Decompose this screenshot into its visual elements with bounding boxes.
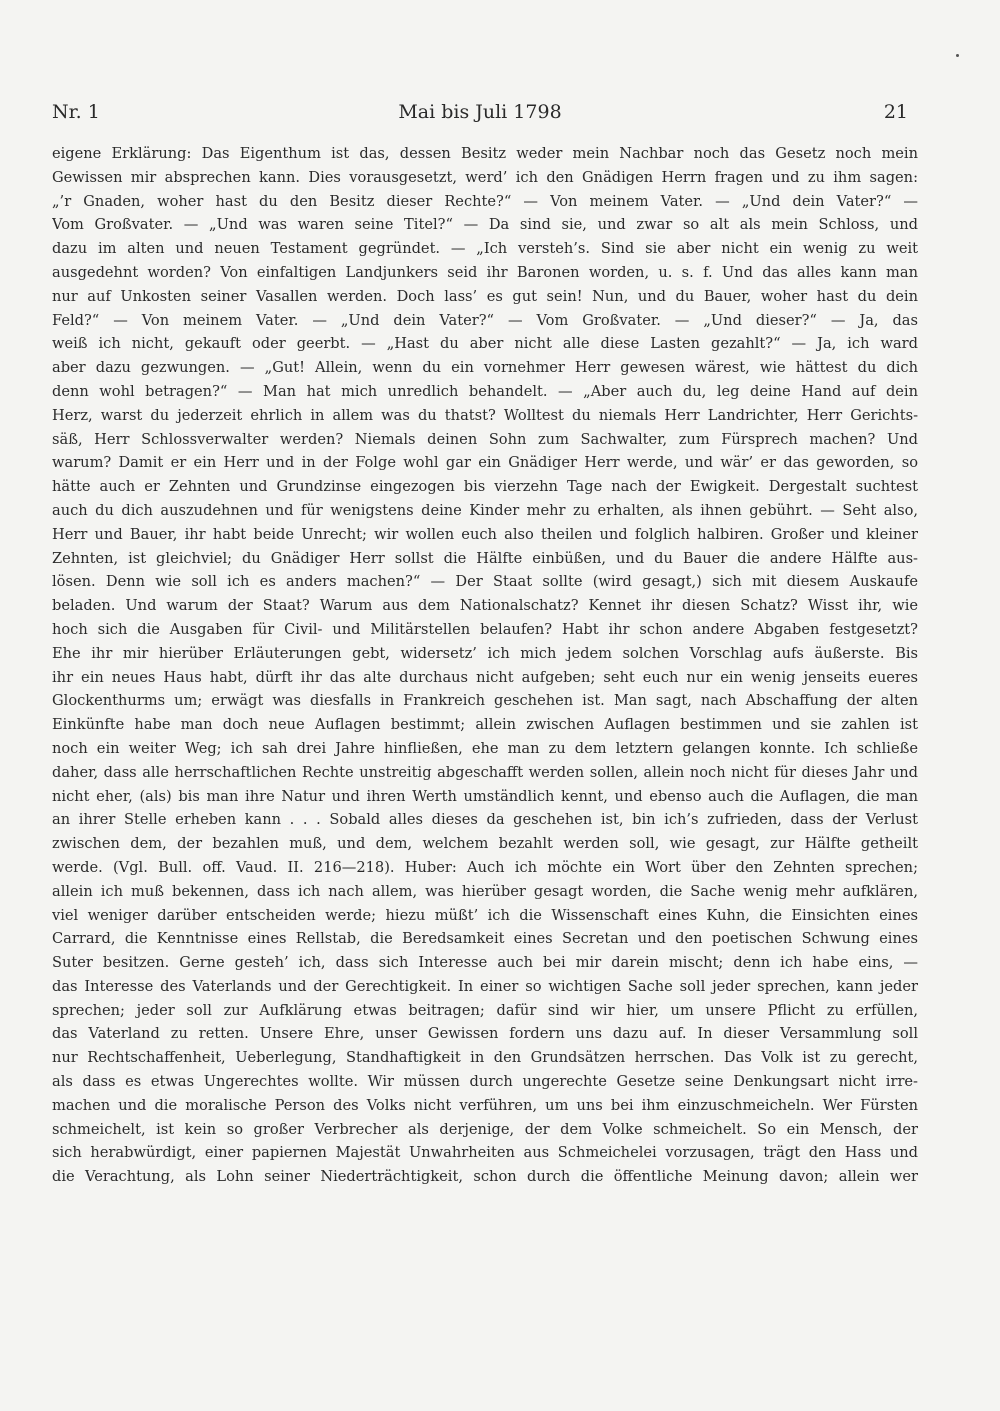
text-line: zwischen dem, der bezahlen muß, und dem, welchem bezahlt werden soll, wie gesagt, zur Hälfte getheilt bbox=[52, 835, 918, 853]
text-line: sprechen; jeder soll zur Aufklärung etwas beitragen; dafür sind wir hier, um unsere Pflicht zu erfüllen, bbox=[52, 1001, 918, 1019]
text-line: werde. (Vgl. Bull. off. Vaud. II. 216—218). Huber: Auch ich möchte ein Wort über den Zehnten sprechen; bbox=[52, 858, 918, 876]
text-line: denn wohl betragen?“ — Man hat mich unredlich behandelt. — „Aber auch du, leg deine Hand auf dein bbox=[52, 382, 918, 400]
page-number: 21 bbox=[883, 101, 908, 123]
text-line: ihr ein neues Haus habt, dürft ihr das alte durchaus nicht aufgeben; seht euch nur ein wenig jenseits eueres bbox=[52, 668, 918, 686]
text-line: „’r Gnaden, woher hast du den Besitz dieser Rechte?“ — Von meinem Vater. — „Und dein Vater?“ — bbox=[52, 192, 918, 210]
text-line: an ihrer Stelle erheben kann . . . Sobald alles dieses da geschehen ist, bin ich’s zufrieden, dass der Verlust bbox=[52, 811, 918, 829]
text-line: Gewissen mir absprechen kann. Dies vorausgesetzt, werd’ ich den Gnädigen Herrn fragen und zu ihm sagen: bbox=[52, 168, 918, 186]
text-line: weiß ich nicht, gekauft oder geerbt. — „Hast du aber nicht alle diese Lasten gezahlt?“ — Ja, ich ward bbox=[52, 335, 918, 353]
text-line: das Interesse des Vaterlands und der Gerechtigkeit. In einer so wichtigen Sache soll jeder sprechen, kann jeder bbox=[52, 977, 918, 995]
text-line: nur auf Unkosten seiner Vasallen werden. Doch lass’ es gut sein! Nun, und du Bauer, woher hast du dein bbox=[52, 287, 918, 305]
text-line: warum? Damit er ein Herr und in der Folge wohl gar ein Gnädiger Herr werde, und wär’ er das geworden, so bbox=[52, 454, 918, 472]
text-line: sich herabwürdigt, einer papiernen Majestät Unwahrheiten aus Schmeichelei vorzusagen, trägt den Hass und bbox=[52, 1144, 918, 1162]
text-line: machen und die moralische Person des Volks nicht verführen, um uns bei ihm einzuschmeicheln. Wer Fürsten bbox=[52, 1096, 918, 1114]
text-line: säß, Herr Schlossverwalter werden? Niemals deinen Sohn zum Sachwalter, zum Fürsprech machen? Und bbox=[52, 430, 918, 448]
text-line: Zehnten, ist gleichviel; du Gnädiger Herr sollst die Hälfte einbüßen, und du Bauer die andere Hälfte aus- bbox=[52, 549, 918, 567]
text-line: eigene Erklärung: Das Eigenthum ist das, dessen Besitz weder mein Nachbar noch das Gesetz noch mein bbox=[52, 145, 918, 162]
text-line: ausgedehnt worden? Von einfaltigen Landjunkers seid ihr Baronen worden, u. s. f. Und das alles kann man bbox=[52, 263, 918, 281]
text-line: hätte auch er Zehnten und Grundzinse eingezogen bis vierzehn Tage nach der Ewigkeit. Dergestalt suchtest bbox=[52, 478, 918, 496]
text-line: das Vaterland zu retten. Unsere Ehre, unser Gewissen fordern uns dazu auf. In dieser Versammlung soll bbox=[52, 1025, 918, 1043]
text-line: Vom Großvater. — „Und was waren seine Titel?“ — Da sind sie, und zwar so alt als mein Schloss, und bbox=[52, 216, 918, 234]
text-line: Einkünfte habe man doch neue Auflagen bestimmt; allein zwischen Auflagen bestimmen und sie zahlen ist bbox=[52, 716, 918, 734]
issue-number: Nr. 1 bbox=[52, 101, 100, 123]
text-line: Glockenthurms um; erwägt was diesfalls in Frankreich geschehen ist. Man sagt, nach Abschaffung der alten bbox=[52, 692, 918, 710]
header-date-range: Mai bis Juli 1798 bbox=[398, 101, 562, 123]
text-line: noch ein weiter Weg; ich sah drei Jahre hinfließen, ehe man zu dem letztern gelangen konnte. Ich schließe bbox=[52, 739, 918, 757]
text-line: Carrard, die Kenntnisse eines Rellstab, die Beredsamkeit eines Secretan und den poetischen Schwung eines bbox=[52, 930, 918, 948]
text-line: nicht eher, (als) bis man ihre Natur und ihren Werth umständlich kennt, und ebenso auch die Auflagen, die man bbox=[52, 787, 918, 805]
body-text bbox=[52, 142, 918, 1189]
page-header bbox=[52, 97, 908, 127]
text-line: dazu im alten und neuen Testament gegründet. — „Ich versteh’s. Sind sie aber nicht ein wenig zu weit bbox=[52, 240, 918, 258]
text-line: nur Rechtschaffenheit, Ueberlegung, Standhaftigkeit in den Grundsätzen herrschen. Das Volk ist zu gerecht, bbox=[52, 1049, 918, 1067]
text-line: daher, dass alle herrschaftlichen Rechte unstreitig abgeschafft werden sollen, allein noch nicht für dieses Jahr und bbox=[52, 763, 918, 781]
paper-speck bbox=[956, 54, 959, 57]
text-line: Ehe ihr mir hierüber Erläuterungen gebt, widersetz’ ich mich jedem solchen Vorschlag aufs äußerste. Bis bbox=[52, 644, 918, 662]
text-line: Feld?“ — Von meinem Vater. — „Und dein Vater?“ — Vom Großvater. — „Und dieser?“ — Ja, das bbox=[52, 311, 918, 329]
text-line: hoch sich die Ausgaben für Civil- und Militärstellen belaufen? Habt ihr schon andere Abgaben festgesetzt? bbox=[52, 620, 918, 638]
text-line: lösen. Denn wie soll ich es anders machen?“ — Der Staat sollte (wird gesagt,) sich mit diesem Auskaufe bbox=[52, 573, 918, 591]
text-line: schmeichelt, ist kein so großer Verbrecher als derjenige, der dem Volke schmeichelt. So ein Mensch, der bbox=[52, 1120, 918, 1138]
text-line: allein ich muß bekennen, dass ich nach allem, was hierüber gesagt worden, die Sache wenig mehr aufklären, bbox=[52, 882, 918, 900]
text-line: die Verachtung, als Lohn seiner Niederträchtigkeit, schon durch die öffentliche Meinung davon; allein wer bbox=[52, 1168, 918, 1186]
text-line: als dass es etwas Ungerechtes wollte. Wir müssen durch ungerechte Gesetze seine Denkungsart nicht irre- bbox=[52, 1073, 918, 1091]
text-line: viel weniger darüber entscheiden werde; hiezu müßt’ ich die Wissenschaft eines Kuhn, die Einsichten eines bbox=[52, 906, 918, 924]
text-line: auch du dich auszudehnen und für wenigstens deine Kinder mehr zu erhalten, als ihnen gebührt. — Seht also, bbox=[52, 501, 918, 519]
text-line: Herz, warst du jederzeit ehrlich in allem was du thatst? Wolltest du niemals Herr Landrichter, Herr Gerichts- bbox=[52, 406, 918, 424]
text-line: Suter besitzen. Gerne gesteh’ ich, dass sich Interesse auch bei mir darein mischt; denn ich habe eins, — bbox=[52, 954, 918, 972]
text-line: beladen. Und warum der Staat? Warum aus dem Nationalschatz? Kennet ihr diesen Schatz? Wisst ihr, wie bbox=[52, 597, 918, 615]
text-line: Herr und Bauer, ihr habt beide Unrecht; wir wollen euch also theilen und folglich halbiren. Großer und kleiner bbox=[52, 525, 918, 543]
text-line: aber dazu gezwungen. — „Gut! Allein, wenn du ein vornehmer Herr gewesen wärest, wie hättest du dich bbox=[52, 359, 918, 377]
